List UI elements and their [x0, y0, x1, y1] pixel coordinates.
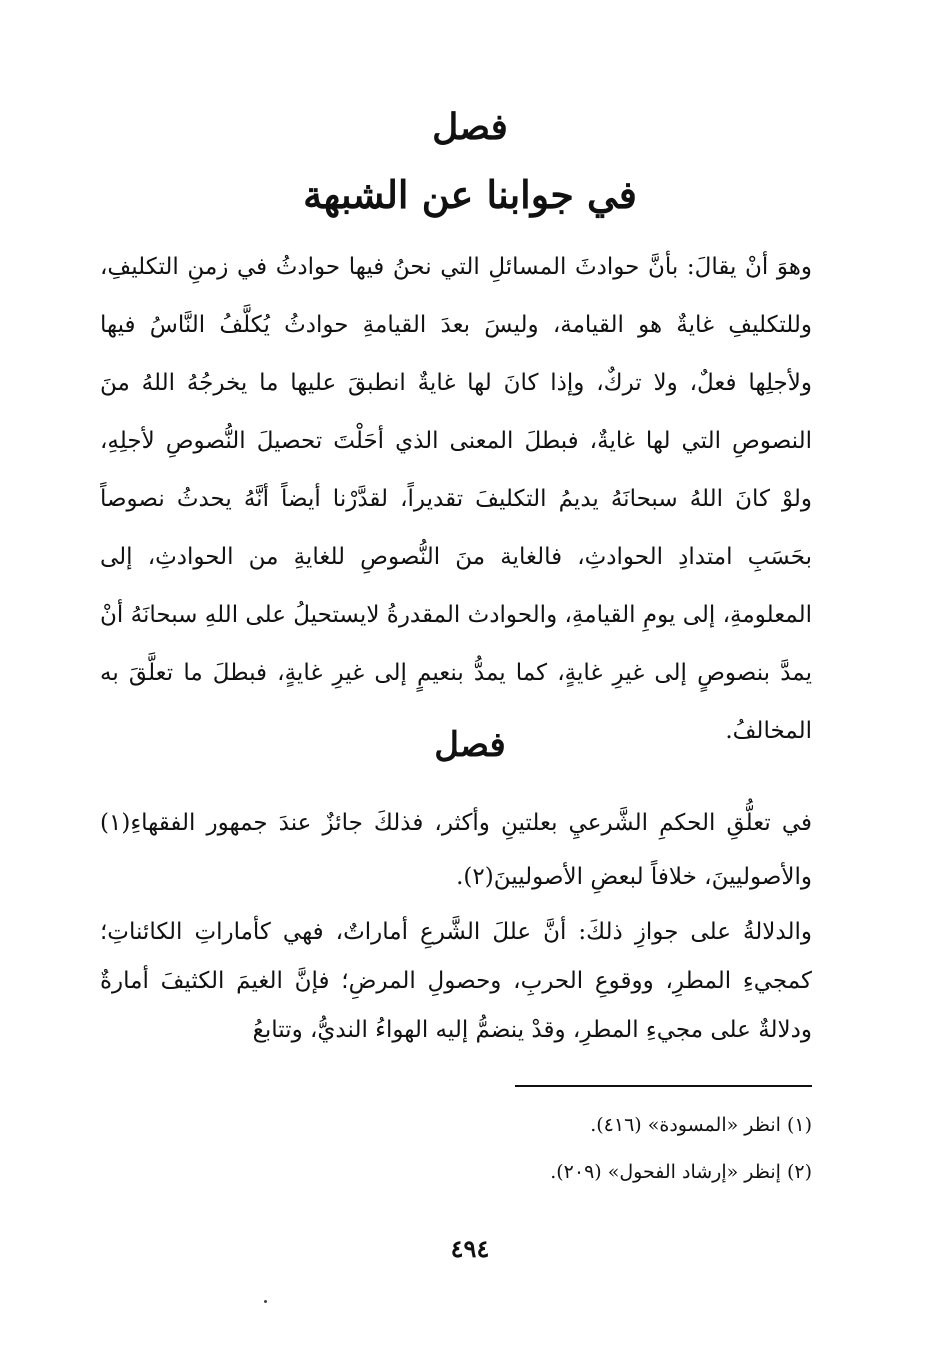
scan-speck [264, 1300, 267, 1303]
page-number: ٤٩٤ [450, 1234, 490, 1263]
section-heading: فصل [434, 725, 506, 765]
body-paragraph: والدلالةُ على جوازِ ذلكَ: أنَّ عللَ الشَّرعِ أماراتٌ، فهي كأماراتِ الكائناتِ؛ كمجيءِ المطرِ، ووقوعِ الحربِ، وحصولِ المرضِ؛ فإنَّ الغيمَ الكثيفَ أمارةٌ ودلالةٌ على مجيءِ المطرِ، وقدْ ينضمُّ إليه الهواءُ النديُّ، وتتابعُ [100, 919, 812, 1043]
footnotes [100, 1102, 812, 1196]
section-heading: فصل [432, 106, 508, 148]
body-paragraph: في تعلُّقِ الحكمِ الشَّرعيِ بعلتينِ وأكثر، فذلكَ جائزٌ عندَ جمهور الفقهاءِ(١) والأصوليينَ، خلافاً لبعضِ الأصوليينَ(٢). [100, 810, 812, 890]
body-paragraph: وهوَ أنْ يقالَ: بأنَّ حوادثَ المسائلِ التي نحنُ فيها حوادثُ في زمنِ التكليفِ، وللتكليفِ غايةٌ هو القيامة، وليسَ بعدَ القيامةِ حوادثُ يُكلَّفُ النَّاسُ فيها ولأجلِها فعلٌ، ولا تركٌ، وإذا كانَ لها غايةٌ انطبقَ عليها ما يخرجُهُ اللهُ منَ النصوصِ التي لها غايةٌ، فبطلَ المعنى الذي أحَلْتَ تحصيلَ النُّصوصِ لأجلِهِ، ولوْ كانَ اللهُ سبحانَهُ يديمُ التكليفَ تقديراً، لقدَّرْنا أيضاً أنَّهُ يحدثُ نصوصاً بحَسَبِ امتدادِ الحوادثِ، فالغاية منَ النُّصوصِ للغايةِ من الحوادثِ، إلى المعلومةِ، إلى يومِ القيامةِ، والحوادث المقدرةُ لايستحيلُ على اللهِ سبحانَهُ أنْ يمدَّ بنصوصٍ إلى غيرِ غايةٍ، كما يمدُّ بنعيمٍ إلى غيرِ غايةٍ، فبطلَ ما تعلَّقَ به المخالفُ. [100, 254, 812, 744]
footnote: (٢) إنظر «إرشاد الفحول» (٢٠٩). [550, 1161, 812, 1183]
footnote-divider [515, 1085, 812, 1087]
section-subheading: في جوابنا عن الشبهة [303, 172, 637, 217]
footnote: (١) انظر «المسودة» (٤١٦). [590, 1114, 812, 1136]
